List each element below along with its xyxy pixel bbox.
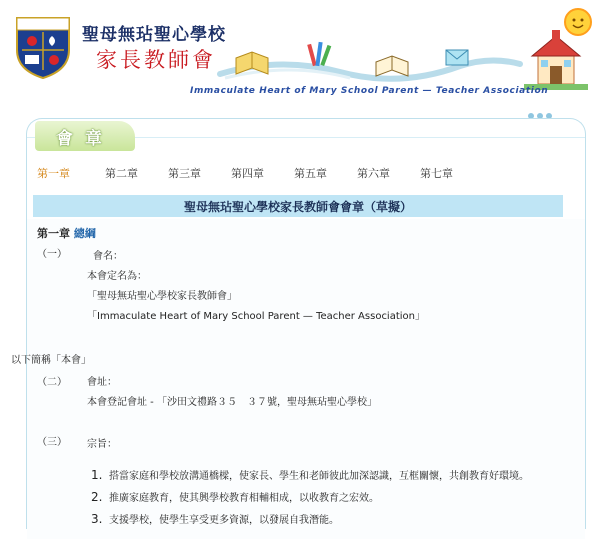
item-label-name: 會名： — [93, 251, 123, 262]
decorative-swirl-graphic — [220, 36, 520, 86]
content-panel — [11, 118, 586, 529]
item-label-address: 會址： — [87, 377, 117, 388]
item1-line2: 「聖母無玷聖心學校家長教師會」 — [87, 291, 237, 302]
constitution-title: 聖母無玷聖心學校家長教師會會章（草擬） — [183, 199, 412, 214]
constitution-content — [11, 219, 585, 539]
section-tab-label: 會章 — [56, 128, 114, 149]
item1-line3: 「Immaculate Heart of Mary School Parent — Teacher Association」 — [87, 311, 425, 322]
chapter-link-2[interactable]: 第二章 — [105, 167, 138, 180]
open-book-icon — [376, 56, 408, 76]
item2-line1: 本會登記會址 - 「沙田文禮路３５ ３７號，聖母無玷聖心學校」 — [87, 397, 377, 408]
objective-item — [91, 511, 339, 526]
school-name: 聖母無玷聖心學校 — [82, 25, 226, 45]
objective-item — [91, 467, 529, 482]
site-header — [0, 0, 600, 110]
objective-number: 3. — [91, 512, 103, 526]
chapter-link-4[interactable]: 第四章 — [231, 167, 264, 180]
item-number-1: （一） — [37, 249, 67, 260]
chapter-link-6[interactable]: 第六章 — [357, 167, 390, 180]
pencils-icon — [307, 42, 331, 66]
item-number-2: （二） — [37, 377, 67, 388]
objective-item — [91, 489, 379, 504]
chapter-heading — [37, 225, 96, 241]
chapter-nav — [37, 165, 577, 183]
chapter-link-3[interactable]: 第三章 — [168, 167, 201, 180]
item-number-3: （三） — [37, 437, 67, 448]
constitution-title-bar — [33, 195, 563, 217]
objective-number: 1. — [91, 468, 103, 482]
school-crest-logo[interactable] — [14, 10, 72, 80]
envelope-icon — [446, 50, 468, 65]
pta-english-title: Immaculate Heart of Mary School Parent — Teacher Association — [190, 86, 549, 96]
chapter-link-7[interactable]: 第七章 — [420, 167, 453, 180]
chapter-heading-main: 第一章 — [37, 227, 70, 240]
pta-name: 家長教師會 — [96, 48, 216, 72]
book-icon — [236, 52, 268, 74]
abbreviation-note: 以下簡稱「本會」 — [11, 355, 91, 366]
chapter-heading-sub: 總綱 — [73, 227, 96, 240]
objective-text: 支援學校，使學生享受更多資源，以發展自我潛能。 — [109, 515, 339, 526]
item-label-objectives: 宗旨： — [87, 439, 117, 450]
objective-text: 推廣家庭教育，使其興學校教育相輔相成，以收教育之宏效。 — [109, 493, 379, 504]
school-house-icon — [524, 26, 588, 90]
chapter-link-1[interactable]: 第一章 — [37, 167, 70, 180]
section-tab — [35, 121, 135, 151]
objective-text: 搭當家庭和學校放溝通橋樑，使家長、學生和老師彼此加深認識，互框關懷，共創教育好環境。 — [109, 471, 529, 482]
item1-line1: 本會定名為： — [87, 271, 147, 282]
chapter-link-5[interactable]: 第五章 — [294, 167, 327, 180]
objective-number: 2. — [91, 490, 103, 504]
